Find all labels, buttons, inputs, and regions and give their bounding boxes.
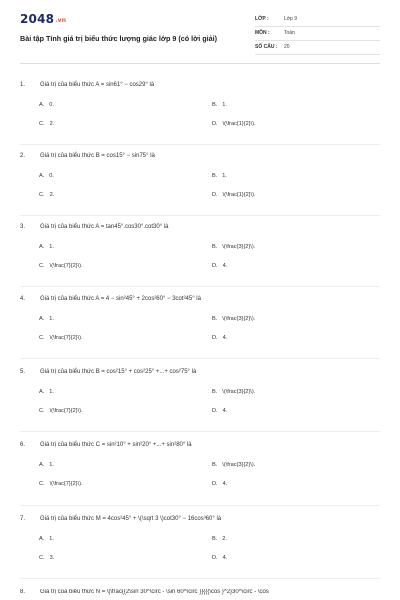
option-label: D. [212,121,218,127]
option-text: \(\frac{7}{2}\). [49,408,83,414]
option-text: \(\frac{1}{2}\). [222,192,256,198]
option-text: \(\frac{1}{2}\). [222,121,256,127]
question-text: Giá trị của biểu thức N = \[\frac{{2\sin 30^\circ - \sin 60^\circ }}{{{\cos }^2}30^\circ - \cos [40,589,269,595]
question-8 [0,589,400,600]
option-text: 1. [49,316,54,322]
option-label: D. [212,192,218,198]
meta-count-key: SỐ CÂU : [255,44,278,50]
option-text: \(\frac{3}{2}\). [222,462,256,468]
option-b[interactable] [212,244,255,250]
question-separator [20,578,380,579]
option-a[interactable] [39,389,54,395]
meta-count [255,42,380,55]
option-c[interactable] [39,263,83,269]
logo-text: 2048 [20,12,55,26]
question-separator [20,505,380,506]
question-separator [20,358,380,359]
option-text: 1. [222,102,227,108]
logo-suffix: .vn [55,17,67,24]
option-a[interactable] [39,316,54,322]
option-label: A. [39,536,45,542]
option-text: 0. [49,102,54,108]
option-c[interactable] [39,121,54,127]
option-label: D. [212,481,218,487]
meta-grade-value: Lớp 9 [284,16,298,22]
option-a[interactable] [39,244,54,250]
meta-subject [255,28,380,41]
option-label: B. [212,316,218,322]
option-label: B. [212,462,218,468]
option-text: 1. [222,173,227,179]
option-label: B. [212,173,218,179]
option-a[interactable] [39,173,54,179]
option-label: C. [39,335,45,341]
option-c[interactable] [39,481,83,487]
question-number: 1. [20,82,26,88]
question-6 [0,442,400,502]
option-label: B. [212,536,218,542]
option-label: C. [39,408,45,414]
worksheet-header [0,0,400,66]
question-text: Giá trị của biểu thức B = cos²15° + cos²25° +...+ cos²75° là [40,369,197,375]
option-text: \(\frac{3}{2}\). [222,389,256,395]
question-3 [0,224,400,284]
option-c[interactable] [39,408,83,414]
option-label: C. [39,263,45,269]
option-b[interactable] [212,173,227,179]
question-separator [20,144,380,145]
meta-subject-value: Toán [284,30,295,36]
option-label: D. [212,335,218,341]
option-text: \(\frac{3}{2}\). [222,244,256,250]
question-1 [0,82,400,142]
option-d[interactable] [212,408,227,414]
option-a[interactable] [39,102,54,108]
option-label: D. [212,555,218,561]
question-number: 7. [20,516,26,522]
meta-grade-key: LỚP : [255,16,269,22]
option-text: \(\frac{3}{2}\). [222,316,256,322]
meta-subject-key: MÔN : [255,30,270,36]
question-5 [0,369,400,429]
question-4 [0,296,400,356]
option-c[interactable] [39,335,83,341]
question-text: Giá trị của biểu thức M = 4cos²45° + \(\sqrt 3 \)cot30° − 16cos³60° là [40,516,222,522]
question-number: 4. [20,296,26,302]
option-d[interactable] [212,121,256,127]
question-text: Giá trị của biểu thức C = sin²10° + sin²20° +...+ sin²80° là [40,442,192,448]
option-b[interactable] [212,536,227,542]
option-label: C. [39,555,45,561]
option-text: 4. [222,263,228,269]
option-c[interactable] [39,555,54,561]
option-text: 1. [49,462,54,468]
option-b[interactable] [212,389,255,395]
option-label: A. [39,102,45,108]
option-text: 1. [49,244,54,250]
option-label: C. [39,121,45,127]
question-number: 6. [20,442,26,448]
question-number: 5. [20,369,26,375]
option-b[interactable] [212,316,255,322]
meta-grade [255,14,380,27]
option-label: A. [39,244,45,250]
option-text: 1. [49,536,54,542]
question-7 [0,516,400,576]
option-label: B. [212,102,218,108]
question-number: 2. [20,153,26,159]
question-separator [20,431,380,432]
option-d[interactable] [212,481,227,487]
option-c[interactable] [39,192,54,198]
option-text: 0. [49,173,54,179]
option-label: B. [212,244,218,250]
question-text: Giá trị của biểu thức A = sin61° − cos29° là [40,82,155,88]
option-text: 2. [222,536,227,542]
option-b[interactable] [212,462,255,468]
option-b[interactable] [212,102,227,108]
option-label: B. [212,389,218,395]
question-number: 3. [20,224,26,230]
question-text: Giá trị của biểu thức A = 4 − sin²45° + 2cos²60° − 3cot²45° là [40,296,201,302]
option-label: C. [39,481,45,487]
option-text: 4. [222,555,228,561]
question-text: Giá trị của biểu thức B = cos15° − sin75° là [40,153,155,159]
option-a[interactable] [39,462,54,468]
option-label: A. [39,389,45,395]
question-separator [20,286,380,287]
option-d[interactable] [212,192,256,198]
option-text: 2. [49,192,55,198]
site-logo[interactable] [20,12,66,26]
question-number: 8. [20,589,26,595]
option-text: 1. [49,389,54,395]
option-text: 4. [222,481,228,487]
option-label: A. [39,462,45,468]
option-label: D. [212,263,218,269]
option-label: D. [212,408,218,414]
option-text: \(\frac{7}{2}\). [49,481,83,487]
question-separator [20,215,380,216]
meta-count-value: 20 [284,44,290,50]
option-d[interactable] [212,263,227,269]
option-text: 2. [49,121,55,127]
option-label: A. [39,173,45,179]
option-text: \(\frac{7}{2}\). [49,335,83,341]
option-label: C. [39,192,45,198]
option-text: 4. [222,335,228,341]
question-2 [0,153,400,213]
worksheet-title: Bài tập Tính giá trị biểu thức lượng giác lớp 9 (có lời giải) [20,34,218,43]
option-a[interactable] [39,536,54,542]
option-text: \(\frac{7}{2}\). [49,263,83,269]
option-label: A. [39,316,45,322]
header-divider [20,63,380,64]
option-text: 4. [222,408,228,414]
option-d[interactable] [212,335,227,341]
option-text: 3. [49,555,55,561]
option-d[interactable] [212,555,227,561]
question-text: Giá trị của biểu thức A = tan45°.cos30°.cot30° là [40,224,169,230]
